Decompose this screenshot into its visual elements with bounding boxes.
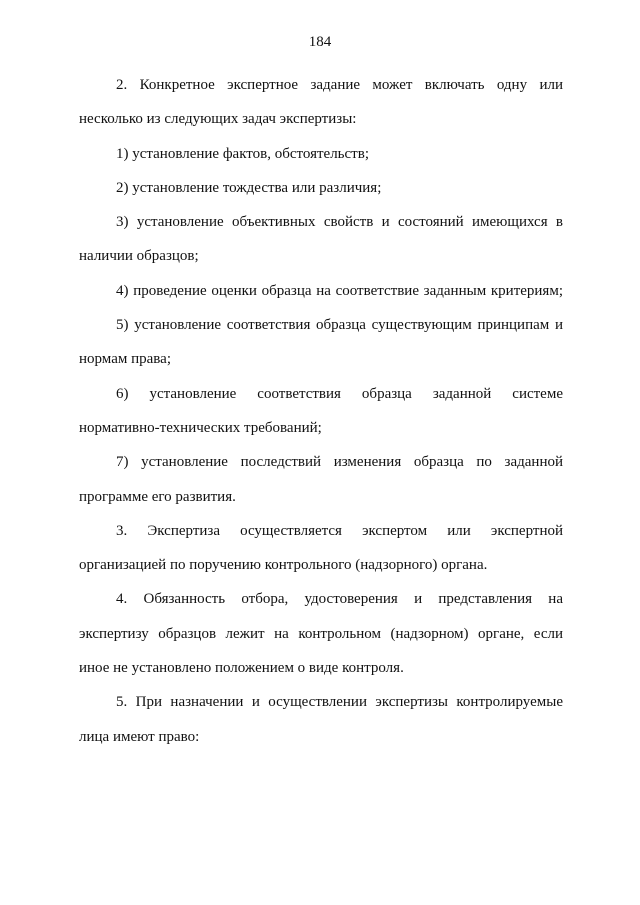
paragraph-3-line-2: организацией по поручению контрольного (надзорного) органа.	[79, 557, 488, 574]
list-item-5-line-2: нормам права;	[79, 351, 171, 368]
list-item-6-line-2: нормативно-технических требований;	[79, 419, 322, 436]
document-body	[79, 73, 563, 759]
list-item-5-line-1: 5) установление соответствия образца существующим принципам и	[116, 317, 563, 334]
paragraph-4-line-3: иное не установлено положением о виде контроля.	[79, 660, 404, 677]
list-item-3-line-2: наличии образцов;	[79, 248, 199, 265]
list-item-4: 4) проведение оценки образца на соответствие заданным критериям;	[116, 282, 563, 299]
paragraph-2-line-1: 2. Конкретное экспертное задание может включать одну или	[116, 77, 563, 93]
paragraph-3-line-1: 3. Экспертиза осуществляется экспертом или экспертной	[116, 522, 563, 539]
list-item-7-line-2: программе его развития.	[79, 488, 236, 505]
paragraph-5-line-2: лица имеют право:	[79, 728, 200, 745]
list-item-6-line-1: 6) установление соответствия образца заданной системе	[116, 385, 563, 402]
paragraph-5-line-1: 5. При назначении и осуществлении экспертизы контролируемые	[116, 694, 563, 711]
paragraph-2-line-2: несколько из следующих задач экспертизы:	[79, 111, 357, 128]
paragraph-4-line-2: экспертизу образцов лежит на контрольном (надзорном) органе, если	[79, 625, 563, 642]
paragraph-4-line-1: 4. Обязанность отбора, удостоверения и представления на	[116, 591, 563, 608]
list-item-3-line-1: 3) установление объективных свойств и состояний имеющихся в	[116, 214, 563, 231]
page-number: 184	[308, 34, 332, 50]
list-item-1: 1) установление фактов, обстоятельств;	[116, 145, 369, 162]
list-item-7-line-1: 7) установление последствий изменения образца по заданной	[116, 454, 563, 471]
list-item-2: 2) установление тождества или различия;	[116, 179, 382, 196]
